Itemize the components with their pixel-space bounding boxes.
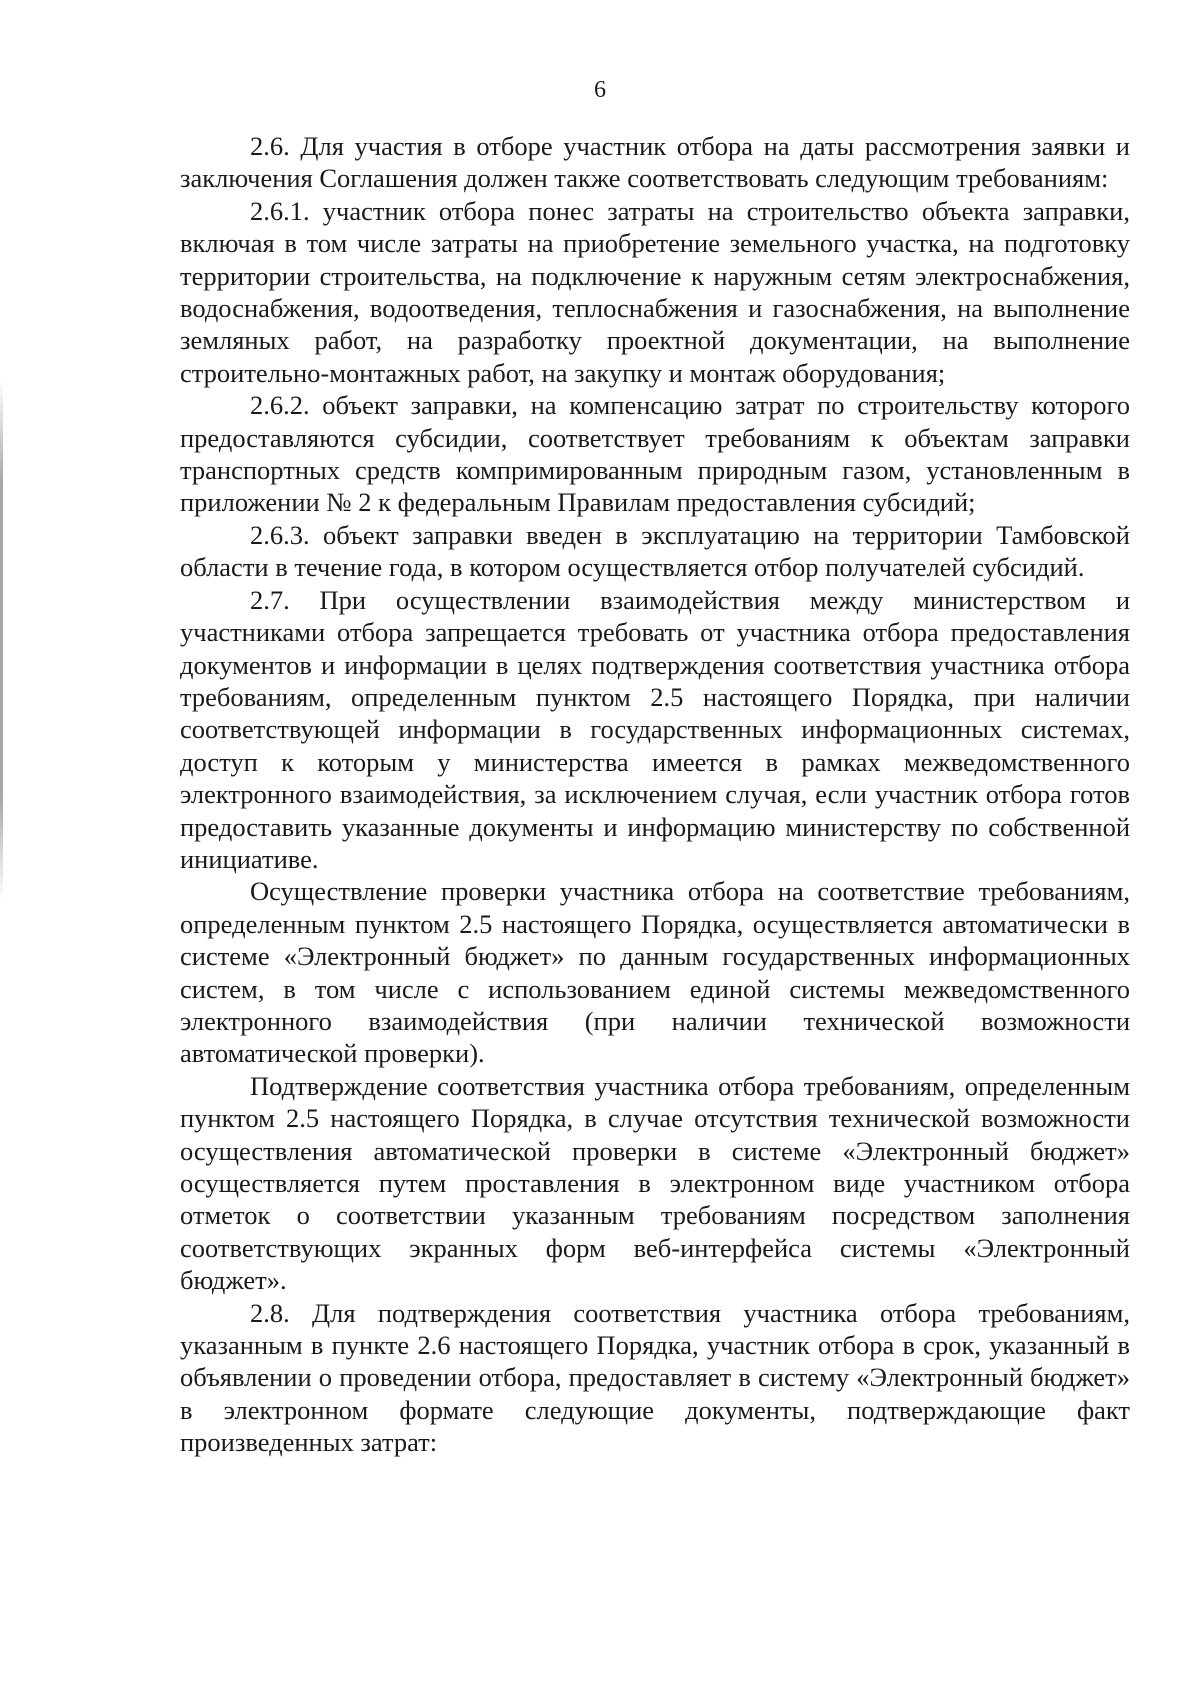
paragraph-2-7: 2.7. При осуществлении взаимодействия между министерством и участниками отбора запрещается требовать от участника отбора предоставления документов и информации в целях подтверждения соответствия участника отбора требованиям, определенным пунктом 2.5 настоящего Порядка, при наличии соответствующей информации в государственных информационных системах, доступ к которым у министерства имеется в рамках межведомственного электронного взаимодействия, за исключением случая, если участник отбора готов предоставить указанные документы и информацию министерству по собственной инициативе. [180,584,1130,874]
paragraph-2-6: 2.6. Для участия в отборе участник отбора на даты рассмотрения заявки и заключения Соглашения должен также соответствовать следующим требованиям: [180,131,1130,194]
document-body [180,130,1130,1459]
paragraph-2-8: 2.8. Для подтверждения соответствия участника отбора требованиям, указанным в пункте 2.6 настоящего Порядка, участник отбора в срок, указанный в объявлении о проведении отбора, предоставляет в систему «Электронный бюджет» в электронном формате следующие документы, подтверждающие факт произведенных затрат: [180,1297,1130,1458]
page-number: 6 [594,77,606,103]
paragraph-2-6-3: 2.6.3. объект заправки введен в эксплуатацию на территории Тамбовской области в течение года, в котором осуществляется отбор получателей субсидий. [180,519,1130,583]
scan-edge-shadow [0,380,3,900]
paragraph-2-6-2: 2.6.2. объект заправки, на компенсацию затрат по строительству которого предоставляются субсидии, соответствует требованиям к объектам заправки транспортных средств компримированным природным газом, установленным в приложении № 2 к федеральным Правилам предоставления субсидий; [180,390,1130,518]
paragraph-automatic-check: Осуществление проверки участника отбора на соответствие требованиям, определенным пунктом 2.5 настоящего Порядка, осуществляется автоматически в системе «Электронный бюджет» по данным государственных информационных систем, в том числе с использованием единой системы межведомственного электронного взаимодействия (при наличии технической возможности автоматической проверки). [180,876,1130,1069]
paragraph-2-6-1: 2.6.1. участник отбора понес затраты на строительство объекта заправки, включая в том числе затраты на приобретение земельного участка, на подготовку территории строительства, на подключение к наружным сетям электроснабжения, водоснабжения, водоотведения, теплоснабжения и газоснабжения, на выполнение земляных работ, на разработку проектной документации, на выполнение строительно-монтажных работ, на закупку и монтаж оборудования; [180,195,1130,388]
paragraph-confirmation: Подтверждение соответствия участника отбора требованиям, определенным пунктом 2.5 настоящего Порядка, в случае отсутствия технической возможности осуществления автоматической проверки в системе «Электронный бюджет» осуществляется путем проставления в электронном виде участником отбора отметок о соответствии указанным требованиям посредством заполнения соответствующих экранных форм веб-интерфейса системы «Электронный бюджет». [180,1070,1130,1296]
